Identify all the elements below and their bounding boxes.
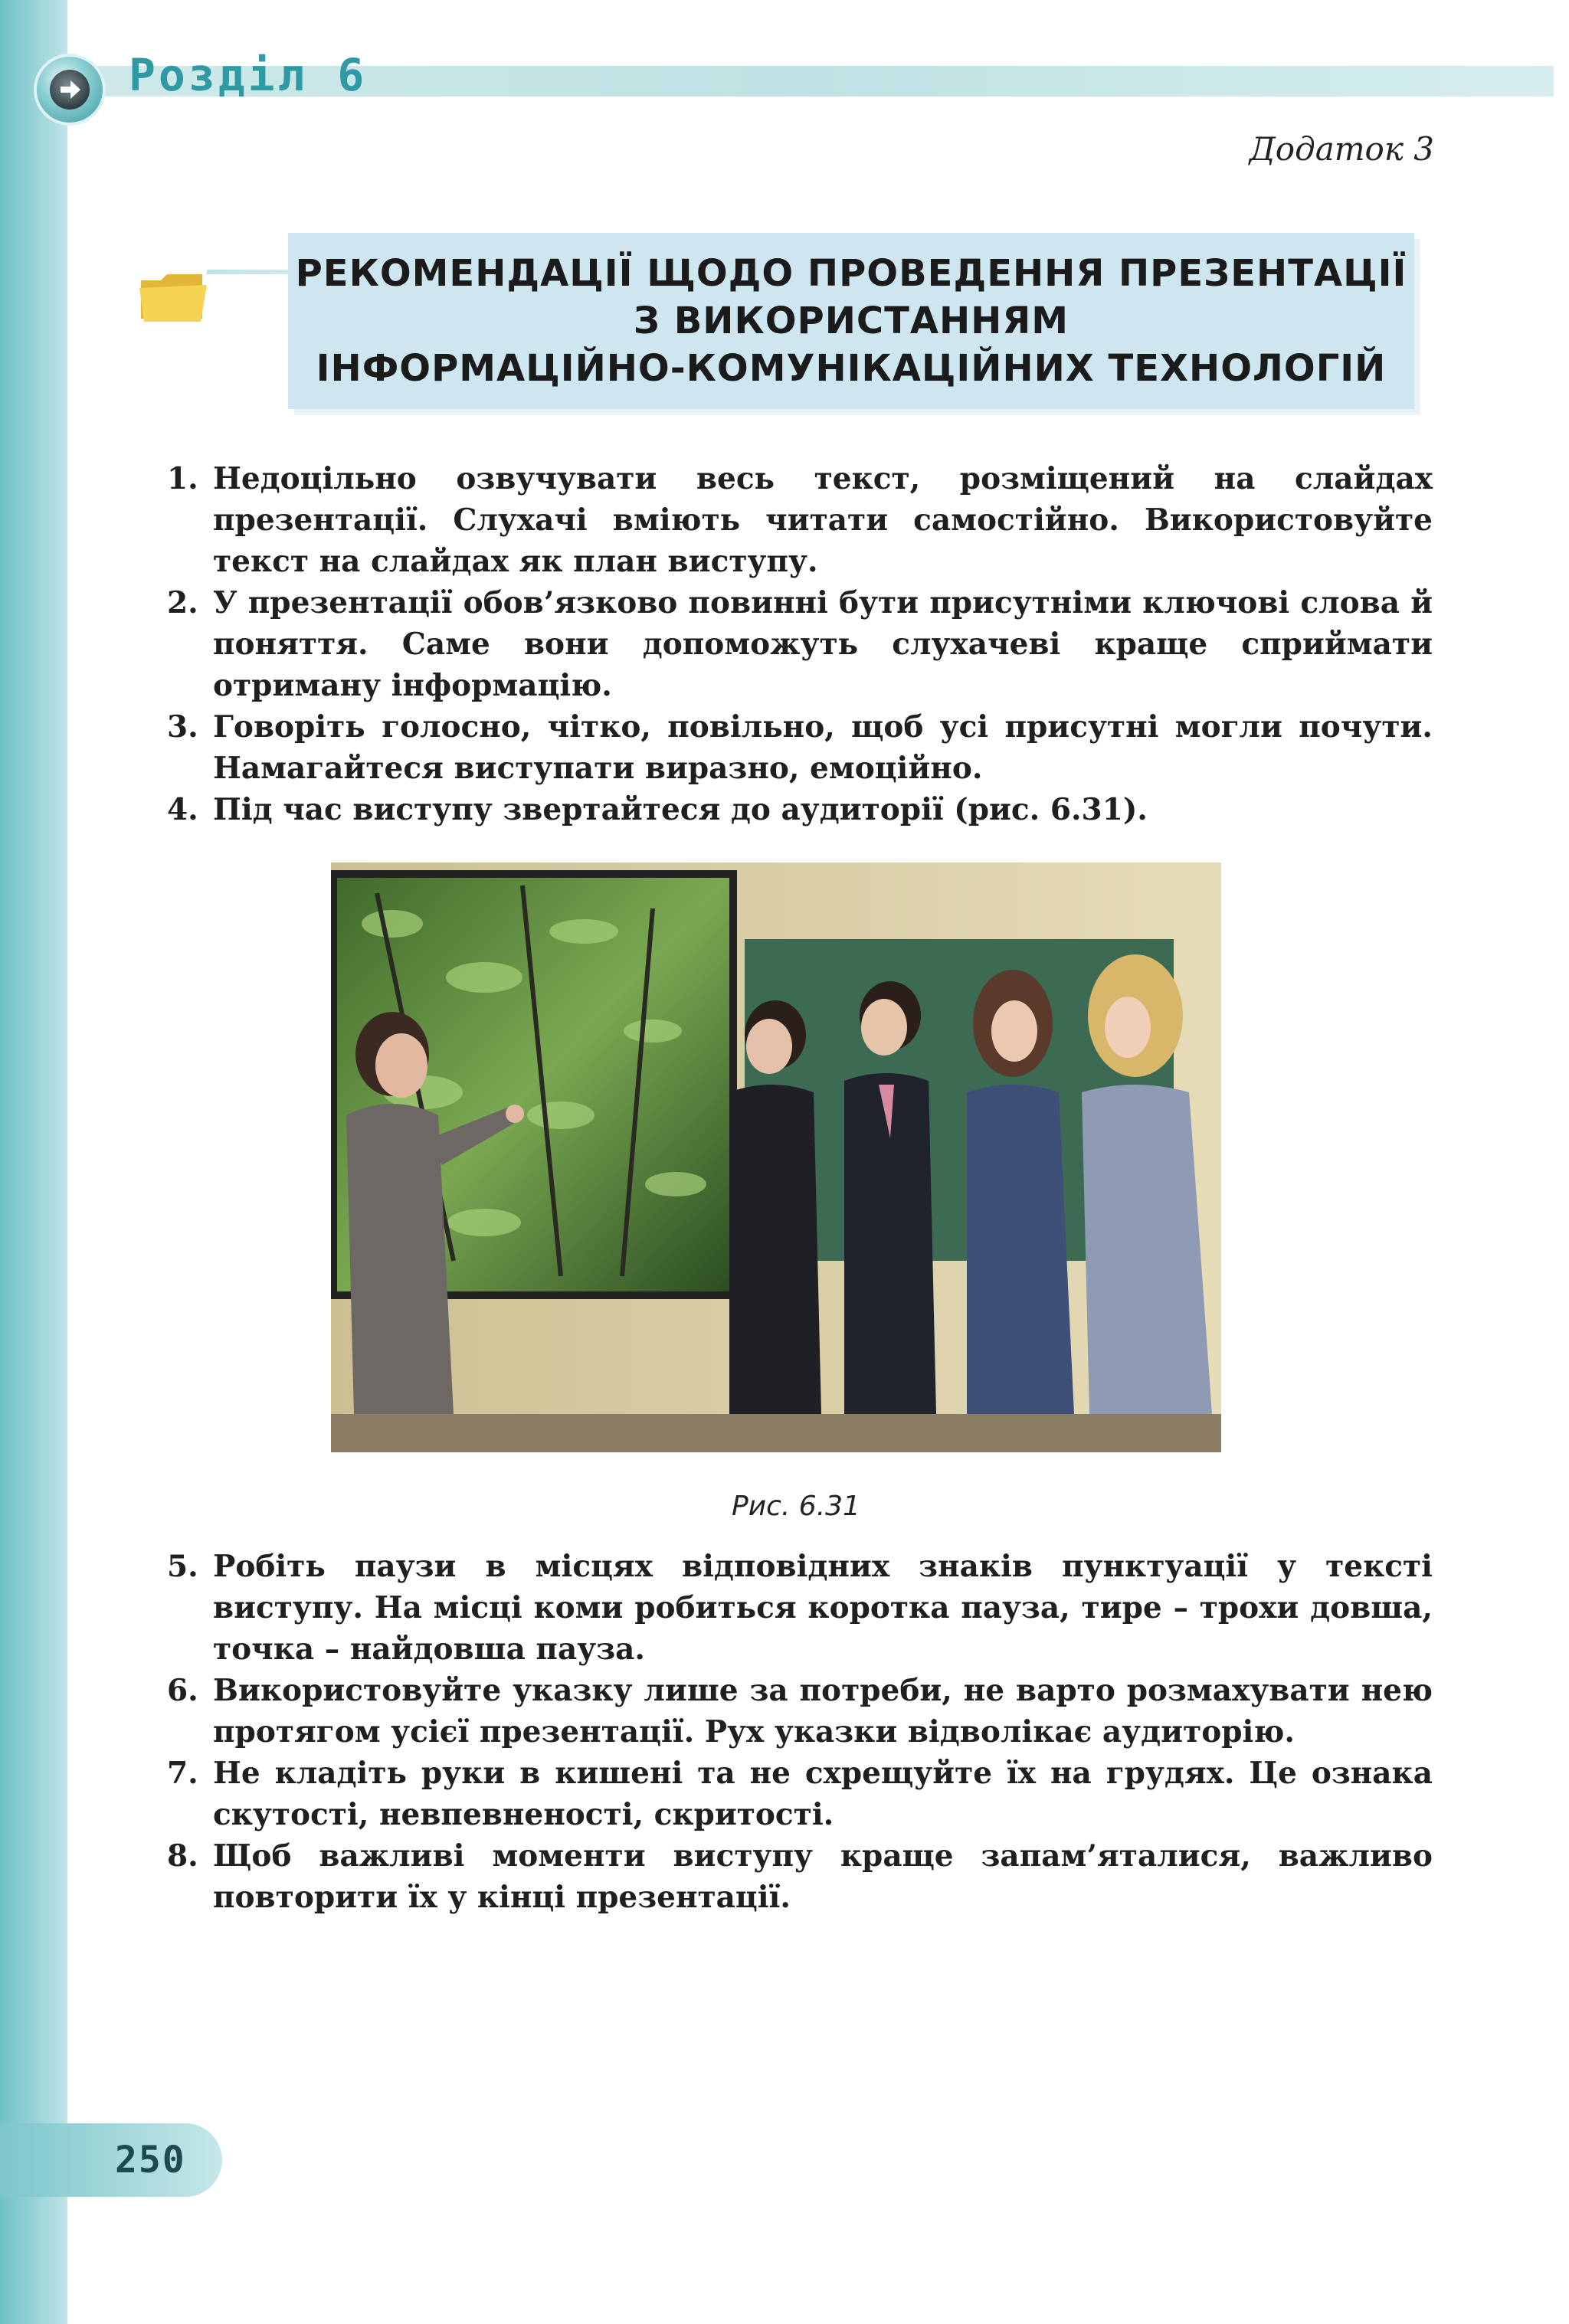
item-number: 4. bbox=[167, 792, 198, 827]
list-item bbox=[167, 582, 1433, 706]
figure-caption: Рис. 6.31 bbox=[732, 1491, 860, 1522]
list-item bbox=[167, 706, 1433, 789]
side-margin-band bbox=[0, 0, 67, 2324]
list-item bbox=[167, 1835, 1433, 1918]
recommendation-list-part-2 bbox=[167, 1546, 1433, 1918]
item-text: Не кладіть руки в кишені та не схрещуйте їх на грудях. Це ознака скутості, невпевненості, скритості. bbox=[213, 1756, 1433, 1832]
page-title bbox=[296, 250, 1407, 392]
item-number: 5. bbox=[167, 1549, 198, 1584]
title-connector bbox=[207, 270, 291, 274]
title-box bbox=[288, 233, 1414, 409]
list-item bbox=[167, 1753, 1433, 1835]
item-text: Під час виступу звертайтеся до аудиторії (рис. 6.31). bbox=[213, 792, 1148, 827]
list-item bbox=[167, 458, 1433, 582]
title-line-2: З ВИКОРИСТАННЯМ bbox=[633, 300, 1069, 342]
page-number-tab bbox=[0, 2123, 222, 2197]
list-item bbox=[167, 1670, 1433, 1753]
item-number: 1. bbox=[167, 461, 198, 496]
item-text: Недоцільно озвучувати весь текст, розміщений на слайдах презентації. Слухачі вміють читати самостійно. Використовуйте текст на слайдах як план виступу. bbox=[213, 461, 1433, 579]
item-text: У презентації обов’язково повинні бути присутніми ключові слова й поняття. Саме вони допоможуть слухачеві краще сприймати отриману інформацію. bbox=[213, 585, 1433, 703]
list-item bbox=[167, 1546, 1433, 1670]
title-line-1: РЕКОМЕНДАЦІЇ ЩОДО ПРОВЕДЕННЯ ПРЕЗЕНТАЦІЇ bbox=[295, 252, 1407, 295]
item-text: Говоріть голосно, чітко, повільно, щоб усі присутні могли почути. Намагайтеся виступати виразно, емоційно. bbox=[213, 709, 1433, 786]
item-number: 3. bbox=[167, 709, 198, 745]
item-text: Робіть паузи в місцях відповідних знаків пунктуації у тексті виступу. На місці коми робиться коротка пауза, тире – трохи довша, точка – найдовша пауза. bbox=[213, 1549, 1433, 1667]
item-text: Використовуйте указку лише за потреби, не варто розмахувати нею протягом усієї презентації. Рух указки відволікає аудиторію. bbox=[213, 1673, 1433, 1750]
folder-icon bbox=[138, 268, 208, 326]
item-number: 8. bbox=[167, 1838, 198, 1874]
appendix-label: Додаток 3 bbox=[1249, 130, 1434, 168]
list-item bbox=[167, 789, 1433, 830]
page-number: 250 bbox=[115, 2139, 186, 2182]
item-number: 2. bbox=[167, 585, 198, 620]
recommendation-list-part-1 bbox=[167, 458, 1433, 830]
section-title: Розділ 6 bbox=[129, 49, 368, 101]
item-text: Щоб важливі моменти виступу краще запам’яталися, важливо повторити їх у кінці презентації. bbox=[213, 1838, 1433, 1915]
item-number: 7. bbox=[167, 1756, 198, 1791]
figure-photo bbox=[331, 862, 1221, 1452]
title-line-3: ІНФОРМАЦІЙНО-КОМУНІКАЦІЙНИХ ТЕХНОЛОГІЙ bbox=[316, 347, 1387, 390]
item-number: 6. bbox=[167, 1673, 198, 1708]
section-arrow-icon bbox=[37, 57, 103, 123]
